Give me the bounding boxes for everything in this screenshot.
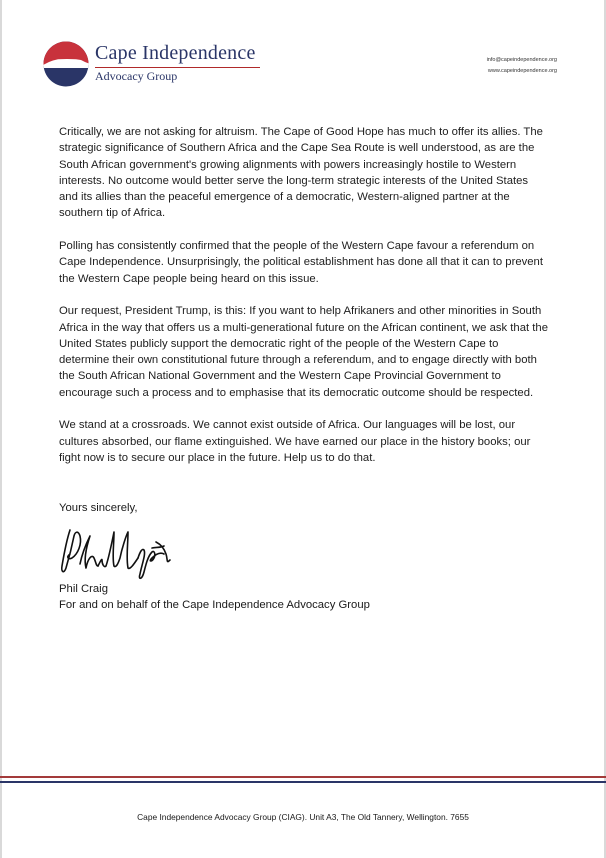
page-edge-left [0,0,2,858]
signoff: Yours sincerely, [59,502,138,514]
letter-body [59,124,549,483]
paragraph: Critically, we are not asking for altruism. The Cape of Good Hope has much to offer its allies. The strategic significance of Southern Africa and the Cape Sea Route is well understood, as are the South African government's growing alignments with powers increasingly hostile to Western interests. No outcome would better serve the long-term strategic interests of the United States and its allies than the peaceful emergence of a democratic, Western-aligned partner at the southern tip of Africa. [59,126,543,220]
org-name-underline [95,67,260,68]
paragraph: Our request, President Trump, is this: If you want to help Afrikaners and other minorities in South Africa in the way that offers us a multi-generational future on the African continent, we ask that the United States publicly support the democratic right of the people of the Western Cape to determine their own constitutional future through a referendum, and to engage directly with both the South African National Government and the Western Cape Provincial Government to encourage such a process and to emphasise that its democratic outcome should be respected. [59,305,548,399]
footer-divider-navy [0,781,606,783]
paragraph: We stand at a crossroads. We cannot exist outside of Africa. Our languages will be lost, our cultures absorbed, our flame extinguished. We have earned our place in the history books; our fight now is to secure our place in the future. Help us to do that. [59,419,531,464]
contact-block [487,55,557,77]
signer-name: Phil Craig [59,583,108,595]
paragraph: Polling has consistently confirmed that the people of the Western Cape favour a referendum on Cape Independence. Unsurprisingly, the political establishment has done all that it can to prevent the Western Cape people being heard on this issue. [59,240,543,285]
footer-divider-red [0,776,606,778]
signature-image [56,524,178,582]
footer-address: Cape Independence Advocacy Group (CIAG). Unit A3, The Old Tannery, Wellington. 7655 [137,812,469,822]
signer-role: For and on behalf of the Cape Independence Advocacy Group [59,599,370,611]
logo-icon [43,41,89,87]
contact-email[interactable]: info@capeindependence.org [486,57,557,63]
org-subtitle: Advocacy Group [95,69,178,83]
org-name: Cape Independence [95,42,256,64]
contact-website[interactable]: www.capeindependence.org [487,68,557,74]
